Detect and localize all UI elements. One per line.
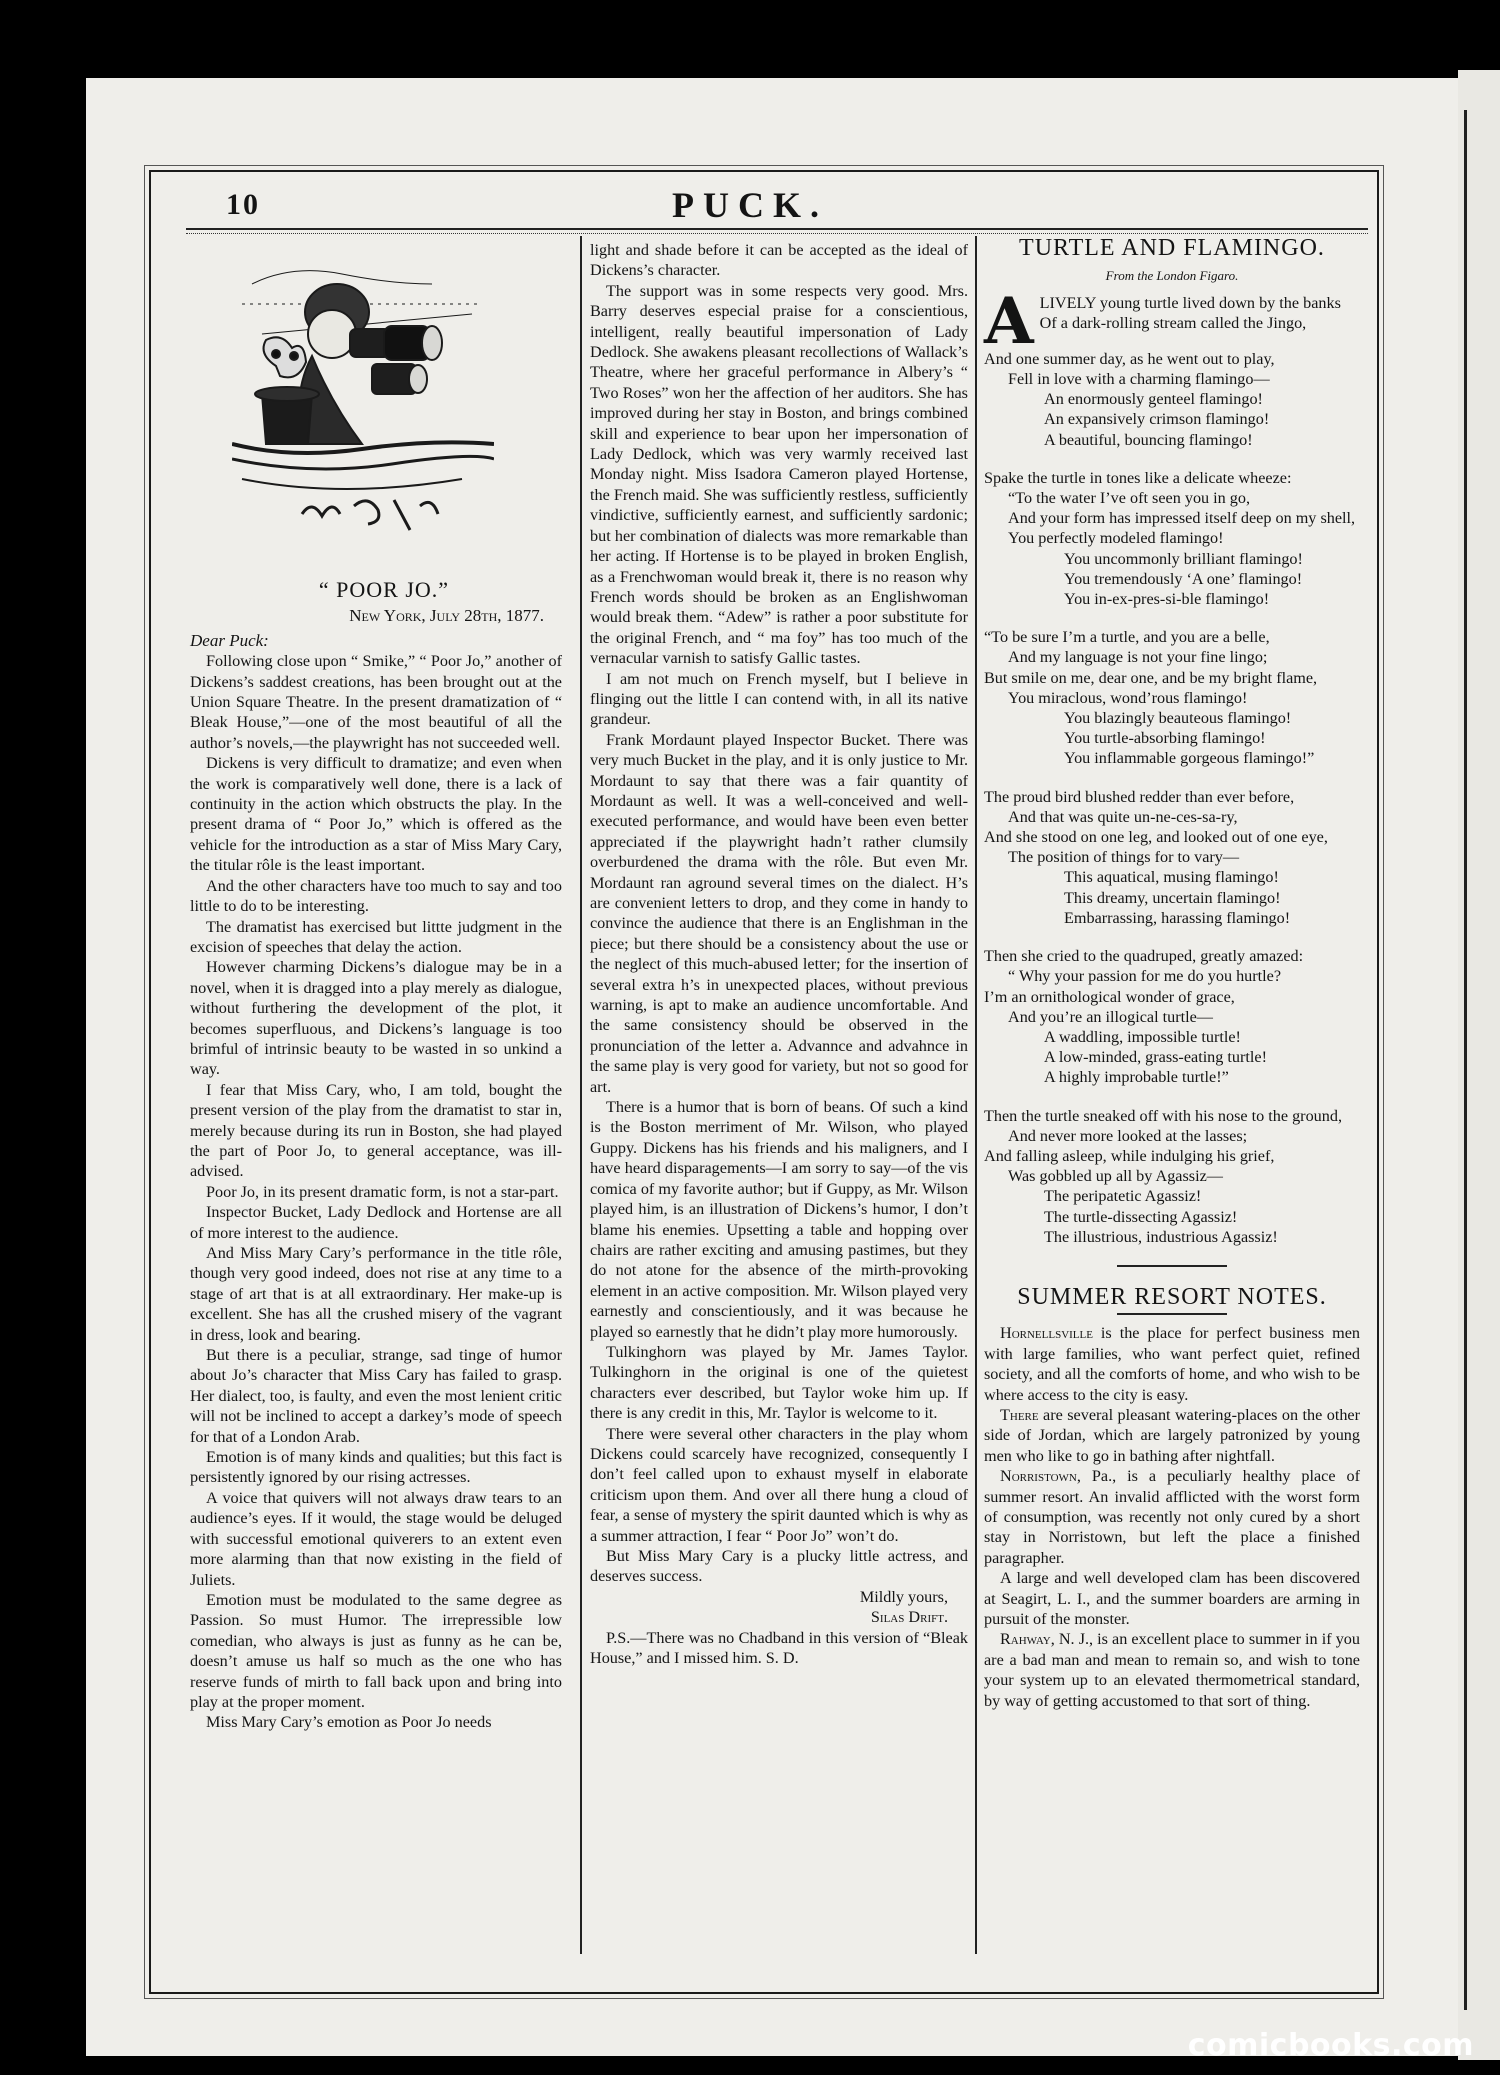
poem-line: Of a dark-rolling stream called the Jingo, <box>1039 314 1307 333</box>
poem-line: The proud bird blushed redder than ever before, <box>984 787 1295 806</box>
stanza <box>984 1106 1360 1247</box>
poem-line: Was gobbled up all by Agassiz— <box>1008 1167 1223 1186</box>
section-rule <box>1117 1265 1227 1267</box>
header-rule-dotted <box>186 233 1368 234</box>
poem-line: You tremendously ‘A one’ flamingo! <box>1064 569 1303 588</box>
paragraph: And the other characters have too much to say and too little to do to be interesting. <box>190 876 562 916</box>
resort-note <box>984 1568 1360 1629</box>
poem-line: Then the turtle sneaked off with his nose to the ground, <box>984 1106 1342 1125</box>
column-2-poor-jo-continued <box>590 240 968 1668</box>
signature: Silas Drift. <box>870 1608 948 1627</box>
resort-note <box>984 1323 1360 1405</box>
poem-line: And never more looked at the lasses; <box>1008 1126 1248 1145</box>
paragraph: Following close upon “ Smike,” “ Poor Jo,” another of Dickens’s saddest creations, has been brought out at the Union Square Theatre. In the present dramatization of “ Bleak House,”—one of the most beautiful of all the author’s novels,—the playwright has not succeeded well. <box>190 652 562 752</box>
header-rule <box>186 228 1368 230</box>
poem-line: You turtle-absorbing flamingo! <box>1064 729 1266 748</box>
dateline: New York, July 28th, 1877. <box>349 606 544 626</box>
note-lead: Rahway <box>1000 1630 1051 1649</box>
poem-line: I’m an ornithological wonder of grace, <box>984 987 1235 1006</box>
stanza <box>984 946 1360 1087</box>
paragraph: But Miss Mary Cary is a plucky little actress, and deserves success. <box>590 1547 968 1586</box>
section-title-summer-resort-notes: SUMMER RESORT NOTES. <box>1017 1283 1327 1310</box>
stanza <box>984 468 1360 609</box>
stanza <box>984 627 1360 768</box>
paragraph: Poor Jo, in its present dramatic form, is not a star-part. <box>206 1182 559 1201</box>
poem-line: You perfectly modeled flamingo! <box>1008 529 1224 548</box>
poem-line: LIVELY young turtle lived down by the banks <box>1039 293 1341 312</box>
paragraph: There is a humor that is born of beans. Of such a kind is the Boston merriment of Mr. Wilson, who played Guppy. Dickens has his friends and his maligners, and I have heard disparagements—I am sorry to say—of the vis comica of my favorite author; but if Guppy, as Mr. Wilson played him, is an illustration of Dickens’s humor, I don’t blame his enemies. Upsetting a table and hopping over chairs are rather exciting and amusing pastimes, but they do not atone for the absence of the mirth-provoking element in an active composition. Mr. Wilson played very earnestly and conscientiously, and it was because he played so earnestly that he didn’t play more humorously. <box>590 1098 968 1341</box>
paragraph: The dramatist has exercised but littte judgment in the excision of speeches that delay the action. <box>190 917 562 956</box>
closing: Mildly yours, <box>859 1587 948 1606</box>
poem-line: Spake the turtle in tones like a delicate wheeze: <box>984 468 1292 487</box>
section-rule <box>1117 1313 1227 1315</box>
note-text: is the place for perfect business men with large families, who want perfect quiet, refined society, and all the comforts of home, and who wish to be where access to the city is easy. <box>984 1324 1360 1404</box>
poem-line: A highly improbable turtle!” <box>1044 1068 1229 1087</box>
watermark-logo: comicbooks.com <box>1187 2028 1474 2063</box>
paragraph: Tulkinghorn was played by Mr. James Taylor. Tulkinghorn in the original is one of the quietest characters ever described, but Taylor woke him up. If there is any credit in this, Mr. Taylor is welcome to it. <box>590 1342 968 1423</box>
stanza <box>984 283 1360 450</box>
poem-line: The peripatetic Agassiz! <box>1044 1187 1202 1206</box>
paragraph: There were several other characters in the play whom Dickens could scarcely have recognized, consequently I don’t feel called upon to exhaust myself in elaborate criticism upon them. And over all there hung a cloud of fear, a sense of mystery the spirit daunted which is why as a summer attraction, I fear “ Poor Jo” won’t do. <box>590 1424 968 1545</box>
paragraph: light and shade before it can be accepted as the ideal of Dickens’s character. <box>590 241 968 280</box>
poem-line: “ Why your passion for me do you hurtle? <box>1008 967 1282 986</box>
paragraph: The support was in some respects very good. Mrs. Barry deserves especial praise for a conscientious, intelligent, really beautiful impersonation of Lady Dedlock. She awakens pleasant recollections of Wallack’s Theatre, where her graceful performance in Albery’s “ Two Roses” won her the affection of her auditors. She has improved during her stay in Boston, and brings combined skill and experience to bear upon her impersonation of Lady Dedlock, which was very warmly received last Monday night. Miss Isadora Cameron played Hortense, the French maid. She was sufficiently restless, sufficiently vindictive, sufficiently earnest, and sufficiently sardonic; but her combination of dialects was more remarkable than her acting. If Hortense is to be played in broken English, as a Frenchwoman would break it, there is no reason why French words should be broken as an Englishwoman would break them. “Adew” is rather a poor substitute for the original French, and “ ma foy” has too much of the vernacular varnish to satisfy Gallic tastes. <box>590 281 968 668</box>
poem-line: And that was quite un-ne-ces-sa-ry, <box>1008 807 1238 826</box>
poem-line: And falling asleep, while indulging his grief, <box>984 1146 1275 1165</box>
poem-title: TURTLE AND FLAMINGO. <box>1019 235 1325 261</box>
poem-line: And one summer day, as he went out to play, <box>984 349 1275 368</box>
note-text: A large and well developed clam has been discovered at Seagirt, L. I., and the summer boarders are arming in pursuit of the monster. <box>984 1569 1360 1629</box>
note-lead: Norristown <box>1000 1467 1077 1486</box>
poem-line: And your form has impressed itself deep on my shell, <box>1008 509 1356 528</box>
note-text: , Pa., is a peculiarly healthy place of summer resort. An invalid afflicted with the worst form of consumption, was recently not only cured by a short stay in Norristown, but left the place a finished paragrapher. <box>984 1467 1360 1567</box>
note-lead: There <box>1000 1405 1039 1424</box>
column-3 <box>984 235 1360 1711</box>
poem-turtle-and-flamingo <box>984 283 1360 1247</box>
illustration-opera-glasses <box>232 244 494 564</box>
poem-line: You miraclous, wond’rous flamingo! <box>1008 688 1248 707</box>
paragraph: Emotion must be modulated to the same degree as Passion. So must Humor. The irrepressible low comedian, who always is just as funny as he can be, doesn’t amuse us half so much as the one who has reserve funds of mirth to fall back upon and bring into play at the proper moment. <box>190 1590 562 1711</box>
salutation: Dear Puck: <box>190 630 269 650</box>
poem-line: This dreamy, uncertain flamingo! <box>1064 888 1281 907</box>
drop-cap-a: A <box>984 283 1034 359</box>
paragraph: Miss Mary Cary’s emotion as Poor Jo needs <box>206 1713 492 1732</box>
poem-line: You inflammable gorgeous flamingo!” <box>1064 749 1315 768</box>
page-number: 10 <box>226 188 260 221</box>
note-lead: Hornellsville <box>1000 1324 1093 1343</box>
poem-line: You uncommonly brilliant flamingo! <box>1064 549 1303 568</box>
paragraph: And Miss Mary Cary’s performance in the title rôle, though very good indeed, does not rise at any time to a stage of art that is at all extraordinary. Her make-up is excellent. She has all the crushed misery of the vagrant in dress, look and bearing. <box>190 1244 562 1344</box>
poem-line: You in-ex-pres-si-ble flamingo! <box>1064 590 1270 609</box>
postscript: P.S.—There was no Chadband in this version of “Bleak House,” and I missed him. S. D. <box>590 1628 968 1668</box>
paragraph: Frank Mordaunt played Inspector Bucket. There was very much Bucket in the play, and it is only justice to Mr. Mordaunt to say that there was a fair quantity of Mordaunt as well. It was a well-conceived and well-executed performance, and would have been even better appreciated if the playwright hadn’t rather clumsily overburdened the drama with the rôle. But even Mr. Mordaunt ran aground several times on the dialect. H’s are convenient letters to drop, and they come in handy to convince the audience that there is an Englishman in the piece; but there should be a consistency about the use or the neglect of this much-abused letter; for the insertion of several extra h’s in unexpected places, without previous warning, is apt to make an audience uncomfortable. And the same consistency should be observed in the pronunciation of the letter a. Advannce and advahnce in the same play is very good for variety, but not so good for art. <box>590 730 968 1096</box>
column-rule-1 <box>580 236 582 1954</box>
paragraph: But there is a peculiar, strange, sad tinge of humor about Jo’s character that Miss Cary has failed to grasp. Her dialect, too, is faulty, and even the most lenient critic will not be inclined to accept a darkey’s mode of speech for that of a London Arab. <box>190 1346 562 1446</box>
poem-line: “To be sure I’m a turtle, and you are a belle, <box>984 628 1270 647</box>
poem-line: The position of things for to vary— <box>1008 848 1240 867</box>
paragraph: Dickens is very difficult to dramatize; and even when the work is comparatively well done, there is a lack of continuity in the action which obstructs the play. In the present drama of “ Poor Jo,” which is offered as the vehicle for the introduction as a star of Miss Mary Cary, the titular rôle is the least important. <box>190 754 562 875</box>
resort-note <box>984 1466 1360 1568</box>
paragraph: A voice that quivers will not always draw tears to an audience’s eyes. If it would, the stage would be deluged with successful emotional quiverers to an extent even more alarming than that now existing in the field of Juliets. <box>190 1488 562 1589</box>
poem-line: Embarrassing, harassing flamingo! <box>1064 908 1291 927</box>
paragraph: Emotion is of many kinds and qualities; but this fact is persistently ignored by our rising actresses. <box>190 1448 562 1487</box>
note-text: are several pleasant watering-places on the other side of Jordan, which are largely patronized by young men who like to go in bathing after nightfall. <box>984 1405 1360 1465</box>
poem-line: An expansively crimson flamingo! <box>1044 410 1270 429</box>
poem-line: This aquatical, musing flamingo! <box>1064 868 1279 887</box>
poem-line: Then she cried to the quadruped, greatly amazed: <box>984 947 1304 966</box>
poem-line: And my language is not your fine lingo; <box>1008 648 1268 667</box>
poem-line: A low-minded, grass-eating turtle! <box>1044 1048 1267 1067</box>
paragraph: However charming Dickens’s dialogue may be in a novel, when it is dragged into a play merely as dialogue, without furthering the development of the plot, it becomes superfluous, and Dickens’s language is too brimful of intrinsic beauty to be wasted in so unkind a way. <box>190 958 562 1079</box>
resort-note <box>984 1629 1360 1711</box>
masthead: PUCK. <box>672 185 828 225</box>
poem-line: The turtle-dissecting Agassiz! <box>1044 1207 1238 1226</box>
resort-note <box>984 1405 1360 1466</box>
paragraph: Inspector Bucket, Lady Dedlock and Hortense are all of more interest to the audience. <box>190 1203 562 1242</box>
stanza <box>984 787 1360 928</box>
poem-line: “To the water I’ve oft seen you in go, <box>1008 489 1251 508</box>
poem-source: From the London Figaro. <box>1105 268 1239 284</box>
paragraph: I fear that Miss Cary, who, I am told, bought the present version of the play from the dramatist to star in, merely because during its run in Boston, she had played the part of Poor Jo, to general acceptance, was ill-advised. <box>190 1080 562 1181</box>
article-title-poor-jo: “ POOR JO.” <box>318 577 450 602</box>
next-page-edge <box>1458 70 1500 2060</box>
poem-line: The illustrious, industrious Agassiz! <box>1044 1227 1278 1246</box>
column-rule-2 <box>975 236 977 1954</box>
note-text: , N. J., is an excellent place to summer in if you are a bad man and mean to remain so, and wish to tone your system up to an elevated thermometrical standard, by way of getting accustomed to that sort of thing. <box>984 1630 1360 1710</box>
poem-line: An enormously genteel flamingo! <box>1044 390 1263 409</box>
poem-line: And you’re an illogical turtle— <box>1008 1007 1213 1026</box>
poem-line: And she stood on one leg, and looked out of one eye, <box>984 828 1328 847</box>
poem-line: A beautiful, bouncing flamingo! <box>1044 430 1253 449</box>
poem-line: But smile on me, dear one, and be my bright flame, <box>984 668 1318 687</box>
poem-line: Fell in love with a charming flamingo— <box>1008 370 1270 389</box>
paragraph: I am not much on French myself, but I believe in flinging out the little I can contend with, in all its native grandeur. <box>590 669 968 729</box>
poem-line: You blazingly beauteous flamingo! <box>1064 709 1292 728</box>
poem-line: A waddling, impossible turtle! <box>1044 1027 1241 1046</box>
column-1-poor-jo <box>190 577 562 1733</box>
